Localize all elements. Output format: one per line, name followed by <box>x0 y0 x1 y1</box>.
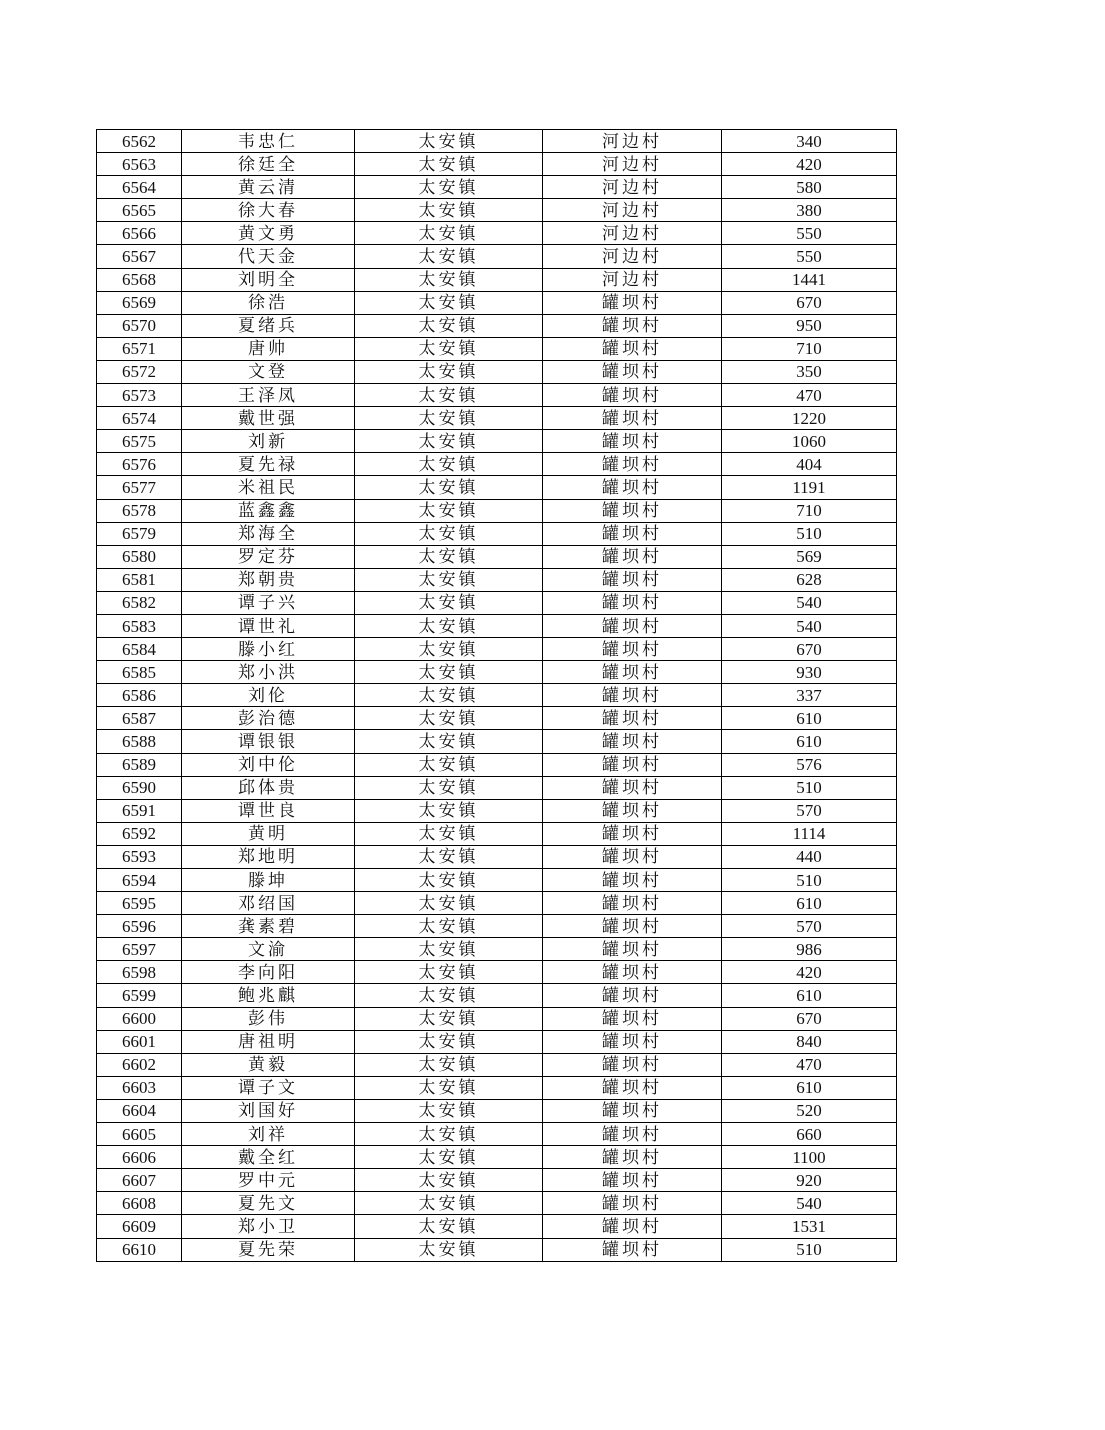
amount-cell: 660 <box>722 1123 897 1146</box>
town-cell: 太安镇 <box>355 845 543 868</box>
village-cell: 罐坝村 <box>543 614 722 637</box>
town-cell: 太安镇 <box>355 314 543 337</box>
village-cell: 罐坝村 <box>543 730 722 753</box>
amount-cell: 1441 <box>722 268 897 291</box>
row-number-cell: 6600 <box>97 1007 182 1030</box>
village-cell: 罐坝村 <box>543 291 722 314</box>
amount-cell: 920 <box>722 1169 897 1192</box>
row-number-cell: 6592 <box>97 822 182 845</box>
table-row <box>97 1053 897 1076</box>
town-cell: 太安镇 <box>355 407 543 430</box>
town-cell: 太安镇 <box>355 568 543 591</box>
table-row <box>97 730 897 753</box>
amount-cell: 628 <box>722 568 897 591</box>
row-number-cell: 6573 <box>97 384 182 407</box>
person-name-cell: 刘明全 <box>182 268 355 291</box>
amount-cell: 610 <box>722 892 897 915</box>
row-number-cell: 6604 <box>97 1099 182 1122</box>
row-number-cell: 6601 <box>97 1030 182 1053</box>
amount-cell: 576 <box>722 753 897 776</box>
amount-cell: 470 <box>722 1053 897 1076</box>
person-name-cell: 刘国好 <box>182 1099 355 1122</box>
amount-cell: 570 <box>722 915 897 938</box>
amount-cell: 1060 <box>722 430 897 453</box>
village-cell: 河边村 <box>543 222 722 245</box>
table-row <box>97 1007 897 1030</box>
town-cell: 太安镇 <box>355 499 543 522</box>
amount-cell: 710 <box>722 499 897 522</box>
table-row <box>97 337 897 360</box>
town-cell: 太安镇 <box>355 545 543 568</box>
person-name-cell: 文渝 <box>182 938 355 961</box>
town-cell: 太安镇 <box>355 222 543 245</box>
amount-cell: 610 <box>722 730 897 753</box>
row-number-cell: 6591 <box>97 799 182 822</box>
person-name-cell: 滕坤 <box>182 869 355 892</box>
town-cell: 太安镇 <box>355 245 543 268</box>
row-number-cell: 6589 <box>97 753 182 776</box>
town-cell: 太安镇 <box>355 1099 543 1122</box>
town-cell: 太安镇 <box>355 1169 543 1192</box>
town-cell: 太安镇 <box>355 591 543 614</box>
table-row <box>97 591 897 614</box>
row-number-cell: 6581 <box>97 568 182 591</box>
row-number-cell: 6587 <box>97 707 182 730</box>
row-number-cell: 6583 <box>97 614 182 637</box>
row-number-cell: 6605 <box>97 1123 182 1146</box>
village-cell: 罐坝村 <box>543 984 722 1007</box>
town-cell: 太安镇 <box>355 822 543 845</box>
table-row <box>97 638 897 661</box>
roster-body <box>97 130 897 1262</box>
town-cell: 太安镇 <box>355 661 543 684</box>
amount-cell: 470 <box>722 384 897 407</box>
row-number-cell: 6572 <box>97 360 182 383</box>
town-cell: 太安镇 <box>355 130 543 153</box>
amount-cell: 710 <box>722 337 897 360</box>
village-cell: 河边村 <box>543 153 722 176</box>
town-cell: 太安镇 <box>355 1146 543 1169</box>
table-row <box>97 1169 897 1192</box>
person-name-cell: 文登 <box>182 360 355 383</box>
town-cell: 太安镇 <box>355 1007 543 1030</box>
amount-cell: 930 <box>722 661 897 684</box>
amount-cell: 1220 <box>722 407 897 430</box>
table-row <box>97 1215 897 1238</box>
amount-cell: 610 <box>722 984 897 1007</box>
table-row <box>97 314 897 337</box>
person-name-cell: 郑小卫 <box>182 1215 355 1238</box>
table-row <box>97 614 897 637</box>
person-name-cell: 罗中元 <box>182 1169 355 1192</box>
row-number-cell: 6570 <box>97 314 182 337</box>
village-cell: 罐坝村 <box>543 915 722 938</box>
person-name-cell: 刘中伦 <box>182 753 355 776</box>
amount-cell: 540 <box>722 614 897 637</box>
table-row <box>97 176 897 199</box>
table-row <box>97 545 897 568</box>
town-cell: 太安镇 <box>355 869 543 892</box>
town-cell: 太安镇 <box>355 753 543 776</box>
table-row <box>97 684 897 707</box>
village-cell: 罐坝村 <box>543 360 722 383</box>
village-cell: 罐坝村 <box>543 1053 722 1076</box>
amount-cell: 670 <box>722 638 897 661</box>
village-cell: 罐坝村 <box>543 799 722 822</box>
person-name-cell: 徐大春 <box>182 199 355 222</box>
table-row <box>97 869 897 892</box>
table-row <box>97 892 897 915</box>
row-number-cell: 6569 <box>97 291 182 314</box>
town-cell: 太安镇 <box>355 799 543 822</box>
amount-cell: 670 <box>722 1007 897 1030</box>
table-row <box>97 915 897 938</box>
table-row <box>97 430 897 453</box>
town-cell: 太安镇 <box>355 476 543 499</box>
table-row <box>97 1076 897 1099</box>
table-row <box>97 776 897 799</box>
person-name-cell: 刘伦 <box>182 684 355 707</box>
town-cell: 太安镇 <box>355 707 543 730</box>
table-row <box>97 1192 897 1215</box>
village-cell: 罐坝村 <box>543 707 722 730</box>
village-cell: 河边村 <box>543 130 722 153</box>
row-number-cell: 6593 <box>97 845 182 868</box>
amount-cell: 510 <box>722 522 897 545</box>
table-row <box>97 799 897 822</box>
person-name-cell: 刘祥 <box>182 1123 355 1146</box>
person-name-cell: 郑朝贵 <box>182 568 355 591</box>
village-cell: 罐坝村 <box>543 661 722 684</box>
town-cell: 太安镇 <box>355 1053 543 1076</box>
amount-cell: 350 <box>722 360 897 383</box>
person-name-cell: 邱体贵 <box>182 776 355 799</box>
village-cell: 罐坝村 <box>543 1215 722 1238</box>
amount-cell: 404 <box>722 453 897 476</box>
village-cell: 罐坝村 <box>543 568 722 591</box>
village-cell: 罐坝村 <box>543 453 722 476</box>
row-number-cell: 6565 <box>97 199 182 222</box>
row-number-cell: 6586 <box>97 684 182 707</box>
person-name-cell: 彭伟 <box>182 1007 355 1030</box>
village-cell: 罐坝村 <box>543 1007 722 1030</box>
village-cell: 罐坝村 <box>543 845 722 868</box>
table-row <box>97 245 897 268</box>
village-cell: 罐坝村 <box>543 1076 722 1099</box>
person-name-cell: 夏先禄 <box>182 453 355 476</box>
table-row <box>97 153 897 176</box>
person-name-cell: 米祖民 <box>182 476 355 499</box>
town-cell: 太安镇 <box>355 1215 543 1238</box>
village-cell: 罐坝村 <box>543 1030 722 1053</box>
table-row <box>97 130 897 153</box>
row-number-cell: 6562 <box>97 130 182 153</box>
town-cell: 太安镇 <box>355 892 543 915</box>
village-cell: 河边村 <box>543 268 722 291</box>
table-row <box>97 291 897 314</box>
town-cell: 太安镇 <box>355 938 543 961</box>
row-number-cell: 6603 <box>97 1076 182 1099</box>
town-cell: 太安镇 <box>355 176 543 199</box>
amount-cell: 610 <box>722 1076 897 1099</box>
village-cell: 罐坝村 <box>543 1169 722 1192</box>
village-cell: 罐坝村 <box>543 822 722 845</box>
town-cell: 太安镇 <box>355 430 543 453</box>
person-name-cell: 黄云清 <box>182 176 355 199</box>
amount-cell: 986 <box>722 938 897 961</box>
town-cell: 太安镇 <box>355 984 543 1007</box>
table-row <box>97 984 897 1007</box>
person-name-cell: 黄毅 <box>182 1053 355 1076</box>
row-number-cell: 6610 <box>97 1238 182 1261</box>
row-number-cell: 6577 <box>97 476 182 499</box>
amount-cell: 950 <box>722 314 897 337</box>
row-number-cell: 6588 <box>97 730 182 753</box>
person-name-cell: 彭治德 <box>182 707 355 730</box>
table-row <box>97 522 897 545</box>
village-cell: 罐坝村 <box>543 776 722 799</box>
row-number-cell: 6584 <box>97 638 182 661</box>
amount-cell: 420 <box>722 153 897 176</box>
table-row <box>97 753 897 776</box>
table-row <box>97 822 897 845</box>
table-row <box>97 476 897 499</box>
table-row <box>97 1123 897 1146</box>
town-cell: 太安镇 <box>355 153 543 176</box>
table-row <box>97 661 897 684</box>
town-cell: 太安镇 <box>355 1123 543 1146</box>
village-cell: 罐坝村 <box>543 1146 722 1169</box>
row-number-cell: 6566 <box>97 222 182 245</box>
village-cell: 罐坝村 <box>543 961 722 984</box>
amount-cell: 510 <box>722 869 897 892</box>
amount-cell: 550 <box>722 222 897 245</box>
town-cell: 太安镇 <box>355 291 543 314</box>
person-name-cell: 韦忠仁 <box>182 130 355 153</box>
row-number-cell: 6580 <box>97 545 182 568</box>
table-row <box>97 961 897 984</box>
row-number-cell: 6595 <box>97 892 182 915</box>
table-row <box>97 938 897 961</box>
table-row <box>97 407 897 430</box>
amount-cell: 570 <box>722 799 897 822</box>
town-cell: 太安镇 <box>355 522 543 545</box>
town-cell: 太安镇 <box>355 268 543 291</box>
amount-cell: 610 <box>722 707 897 730</box>
town-cell: 太安镇 <box>355 199 543 222</box>
row-number-cell: 6567 <box>97 245 182 268</box>
person-name-cell: 黄明 <box>182 822 355 845</box>
town-cell: 太安镇 <box>355 1030 543 1053</box>
amount-cell: 340 <box>722 130 897 153</box>
person-name-cell: 夏先荣 <box>182 1238 355 1261</box>
person-name-cell: 郑地明 <box>182 845 355 868</box>
row-number-cell: 6576 <box>97 453 182 476</box>
row-number-cell: 6598 <box>97 961 182 984</box>
person-name-cell: 滕小红 <box>182 638 355 661</box>
village-cell: 罐坝村 <box>543 314 722 337</box>
table-row <box>97 1030 897 1053</box>
village-cell: 罐坝村 <box>543 1238 722 1261</box>
person-name-cell: 代天金 <box>182 245 355 268</box>
roster-table <box>96 129 897 1262</box>
town-cell: 太安镇 <box>355 337 543 360</box>
person-name-cell: 夏先文 <box>182 1192 355 1215</box>
amount-cell: 440 <box>722 845 897 868</box>
village-cell: 罐坝村 <box>543 591 722 614</box>
row-number-cell: 6568 <box>97 268 182 291</box>
row-number-cell: 6578 <box>97 499 182 522</box>
village-cell: 罐坝村 <box>543 476 722 499</box>
row-number-cell: 6579 <box>97 522 182 545</box>
table-row <box>97 568 897 591</box>
village-cell: 罐坝村 <box>543 430 722 453</box>
village-cell: 河边村 <box>543 245 722 268</box>
amount-cell: 840 <box>722 1030 897 1053</box>
table-row <box>97 384 897 407</box>
person-name-cell: 邓绍国 <box>182 892 355 915</box>
person-name-cell: 王泽凤 <box>182 384 355 407</box>
table-row <box>97 707 897 730</box>
row-number-cell: 6607 <box>97 1169 182 1192</box>
person-name-cell: 刘新 <box>182 430 355 453</box>
row-number-cell: 6571 <box>97 337 182 360</box>
row-number-cell: 6608 <box>97 1192 182 1215</box>
village-cell: 罐坝村 <box>543 384 722 407</box>
person-name-cell: 郑小洪 <box>182 661 355 684</box>
person-name-cell: 戴世强 <box>182 407 355 430</box>
row-number-cell: 6597 <box>97 938 182 961</box>
row-number-cell: 6596 <box>97 915 182 938</box>
table-row <box>97 360 897 383</box>
person-name-cell: 谭子文 <box>182 1076 355 1099</box>
row-number-cell: 6594 <box>97 869 182 892</box>
amount-cell: 540 <box>722 591 897 614</box>
amount-cell: 1114 <box>722 822 897 845</box>
village-cell: 罐坝村 <box>543 869 722 892</box>
village-cell: 罐坝村 <box>543 545 722 568</box>
town-cell: 太安镇 <box>355 453 543 476</box>
town-cell: 太安镇 <box>355 776 543 799</box>
person-name-cell: 唐祖明 <box>182 1030 355 1053</box>
amount-cell: 1531 <box>722 1215 897 1238</box>
row-number-cell: 6585 <box>97 661 182 684</box>
row-number-cell: 6582 <box>97 591 182 614</box>
person-name-cell: 谭世良 <box>182 799 355 822</box>
row-number-cell: 6563 <box>97 153 182 176</box>
row-number-cell: 6590 <box>97 776 182 799</box>
table-row <box>97 453 897 476</box>
town-cell: 太安镇 <box>355 360 543 383</box>
person-name-cell: 黄文勇 <box>182 222 355 245</box>
amount-cell: 569 <box>722 545 897 568</box>
person-name-cell: 夏绪兵 <box>182 314 355 337</box>
town-cell: 太安镇 <box>355 1192 543 1215</box>
table-row <box>97 1238 897 1261</box>
amount-cell: 1191 <box>722 476 897 499</box>
amount-cell: 420 <box>722 961 897 984</box>
row-number-cell: 6564 <box>97 176 182 199</box>
person-name-cell: 龚素碧 <box>182 915 355 938</box>
person-name-cell: 戴全红 <box>182 1146 355 1169</box>
person-name-cell: 徐廷全 <box>182 153 355 176</box>
person-name-cell: 李向阳 <box>182 961 355 984</box>
village-cell: 罐坝村 <box>543 407 722 430</box>
village-cell: 罐坝村 <box>543 522 722 545</box>
person-name-cell: 郑海全 <box>182 522 355 545</box>
town-cell: 太安镇 <box>355 915 543 938</box>
village-cell: 罐坝村 <box>543 337 722 360</box>
town-cell: 太安镇 <box>355 961 543 984</box>
person-name-cell: 徐浩 <box>182 291 355 314</box>
row-number-cell: 6574 <box>97 407 182 430</box>
amount-cell: 540 <box>722 1192 897 1215</box>
town-cell: 太安镇 <box>355 1238 543 1261</box>
village-cell: 河边村 <box>543 176 722 199</box>
town-cell: 太安镇 <box>355 684 543 707</box>
town-cell: 太安镇 <box>355 614 543 637</box>
amount-cell: 510 <box>722 776 897 799</box>
village-cell: 罐坝村 <box>543 892 722 915</box>
town-cell: 太安镇 <box>355 384 543 407</box>
amount-cell: 520 <box>722 1099 897 1122</box>
row-number-cell: 6599 <box>97 984 182 1007</box>
person-name-cell: 谭世礼 <box>182 614 355 637</box>
table-row <box>97 845 897 868</box>
village-cell: 罐坝村 <box>543 753 722 776</box>
village-cell: 罐坝村 <box>543 1192 722 1215</box>
person-name-cell: 谭子兴 <box>182 591 355 614</box>
village-cell: 罐坝村 <box>543 938 722 961</box>
row-number-cell: 6602 <box>97 1053 182 1076</box>
row-number-cell: 6609 <box>97 1215 182 1238</box>
table-row <box>97 222 897 245</box>
amount-cell: 580 <box>722 176 897 199</box>
person-name-cell: 唐帅 <box>182 337 355 360</box>
village-cell: 罐坝村 <box>543 1123 722 1146</box>
person-name-cell: 蓝鑫鑫 <box>182 499 355 522</box>
village-cell: 罐坝村 <box>543 684 722 707</box>
table-row <box>97 199 897 222</box>
village-cell: 罐坝村 <box>543 638 722 661</box>
table-row <box>97 1099 897 1122</box>
person-name-cell: 鲍兆麒 <box>182 984 355 1007</box>
table-row <box>97 1146 897 1169</box>
table-row <box>97 268 897 291</box>
amount-cell: 550 <box>722 245 897 268</box>
town-cell: 太安镇 <box>355 1076 543 1099</box>
row-number-cell: 6575 <box>97 430 182 453</box>
amount-cell: 1100 <box>722 1146 897 1169</box>
amount-cell: 510 <box>722 1238 897 1261</box>
town-cell: 太安镇 <box>355 638 543 661</box>
person-name-cell: 罗定芬 <box>182 545 355 568</box>
table-row <box>97 499 897 522</box>
village-cell: 河边村 <box>543 199 722 222</box>
amount-cell: 670 <box>722 291 897 314</box>
village-cell: 罐坝村 <box>543 499 722 522</box>
village-cell: 罐坝村 <box>543 1099 722 1122</box>
amount-cell: 337 <box>722 684 897 707</box>
town-cell: 太安镇 <box>355 730 543 753</box>
person-name-cell: 谭银银 <box>182 730 355 753</box>
row-number-cell: 6606 <box>97 1146 182 1169</box>
amount-cell: 380 <box>722 199 897 222</box>
